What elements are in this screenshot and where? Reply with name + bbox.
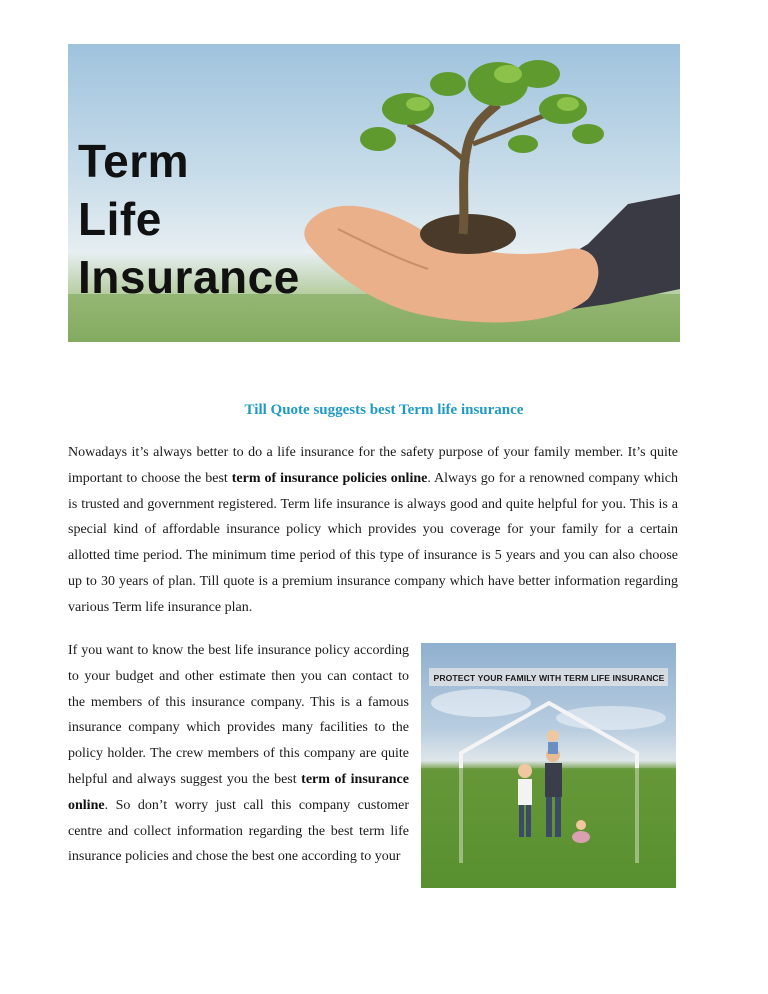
hero-title-line: Life: [78, 193, 162, 245]
keyword-link: term of insurance policies online: [231, 470, 428, 486]
hero-title: [78, 132, 300, 306]
hero-title-line: Term: [78, 135, 190, 187]
paragraph-text: . So don’t worry just call this company customer centre and collect information regarding the best term life insurance policies and chose the best one according to your: [68, 797, 409, 865]
article-paragraph-1: [68, 440, 678, 621]
hero-title-line: Insurance: [78, 251, 300, 303]
article-paragraph-2: [68, 638, 409, 870]
paragraph-text: Nowadays it’s always better to do a life insurance for the safety purpose of your family member. It’s quite important to choose the best: [68, 445, 678, 486]
paragraph-text: If you want to know the best life insurance policy according to your budget and other estimate then you can contact to the members of this insurance company. This is a famous insurance company which provides many facilities to the policy holder. The crew members of this company are quite helpful and always suggest you the best: [68, 643, 409, 787]
keyword-link: term of insurance online: [68, 771, 409, 813]
family-image: [421, 643, 676, 888]
paragraph-text: . Always go for a renowned company which is trusted and government registered. Term life insurance is always good and quite helpful for you. This is a special kind of affordable insurance policy which provides you coverage for your family for a certain allotted time period. The minimum time period of this type of insurance is 5 years and you can also choose up to 30 years of plan. Till quote is a premium insurance company which have better information regarding various Term life insurance plan.: [68, 470, 678, 615]
article-heading: Till Quote suggests best Term life insurance: [244, 402, 524, 418]
hero-image: [68, 44, 680, 342]
family-banner-text: PROTECT YOUR FAMILY WITH TERM LIFE INSURANCE: [433, 673, 665, 683]
